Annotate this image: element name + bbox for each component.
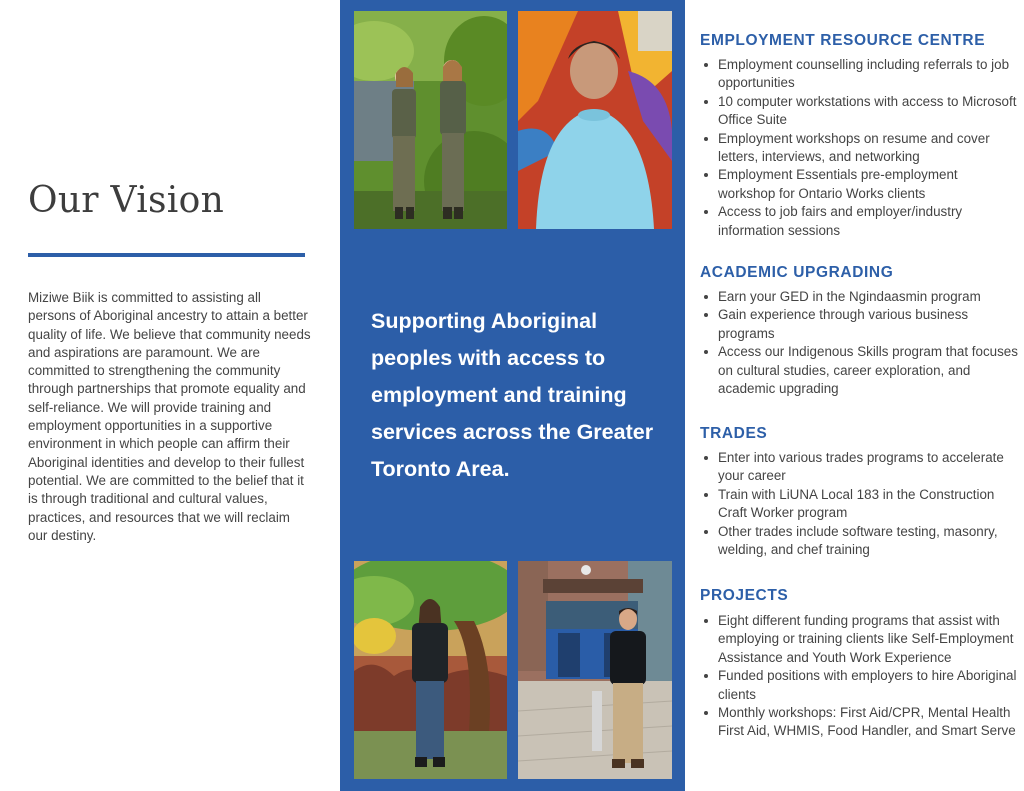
photo-man-building: [518, 561, 672, 779]
list-item: Gain experience through various business programs: [718, 306, 1018, 343]
section-title-projects: PROJECTS: [700, 587, 789, 604]
services-column: [685, 0, 1024, 791]
vision-divider: [28, 253, 305, 257]
photo-man-tree-mural: [354, 561, 507, 779]
section-list-trades: [718, 449, 1018, 559]
vision-text: Miziwe Biik is committed to assisting all persons of Aboriginal ancestry to attain a better quality of life. We believe that community needs and aspirations are paramount. We are committed to strengthening the community through partnerships that promote equality and self-reliance. We will provide training and employment opportunities in a supportive environment in which people can affirm their Aboriginal identities and develop to their fullest potential. We are committed to the belief that it is through traditional and cultural values, practices, and resources that we will reclaim our destiny.: [28, 290, 311, 543]
list-item: Employment Essentials pre-employment workshop for Ontario Works clients: [718, 166, 1018, 203]
section-list-employment: [718, 56, 1018, 240]
section-list-academic: [718, 288, 1018, 398]
section-list-projects: [718, 612, 1018, 741]
vision-title: Our Vision: [28, 180, 225, 221]
section-title-trades: TRADES: [700, 425, 768, 442]
list-item: Monthly workshops: First Aid/CPR, Mental Health First Aid, WHMIS, Food Handler, and Smart Serve: [718, 704, 1018, 741]
vision-column: [0, 0, 340, 791]
list-item: Employment counselling including referrals to job opportunities: [718, 56, 1018, 93]
list-item: Enter into various trades programs to accelerate your career: [718, 449, 1018, 486]
list-item: Employment workshops on resume and cover letters, interviews, and networking: [718, 130, 1018, 167]
list-item: Eight different funding programs that assist with employing or training clients like Self-Employment Assistance and Youth Work Experience: [718, 612, 1018, 667]
center-panel: [340, 0, 685, 791]
tagline: Supporting Aboriginal peoples with access to employment and training services across the Greater Toronto Area.: [371, 309, 654, 481]
list-item: Earn your GED in the Ngindaasmin program: [718, 288, 1018, 306]
list-item: Access our Indigenous Skills program that focuses on cultural studies, career exploration, and academic upgrading: [718, 343, 1018, 398]
list-item: 10 computer workstations with access to Microsoft Office Suite: [718, 93, 1018, 130]
list-item: Train with LiUNA Local 183 in the Construction Craft Worker program: [718, 486, 1018, 523]
list-item: Access to job fairs and employer/industry information sessions: [718, 203, 1018, 240]
photo-man-blue-shirt: [518, 11, 672, 229]
section-title-academic: ACADEMIC UPGRADING: [700, 264, 894, 281]
list-item: Funded positions with employers to hire Aboriginal clients: [718, 667, 1018, 704]
section-title-employment: EMPLOYMENT RESOURCE CENTRE: [700, 32, 986, 49]
photo-women-in-waders: [354, 11, 507, 229]
list-item: Other trades include software testing, masonry, welding, and chef training: [718, 523, 1018, 560]
